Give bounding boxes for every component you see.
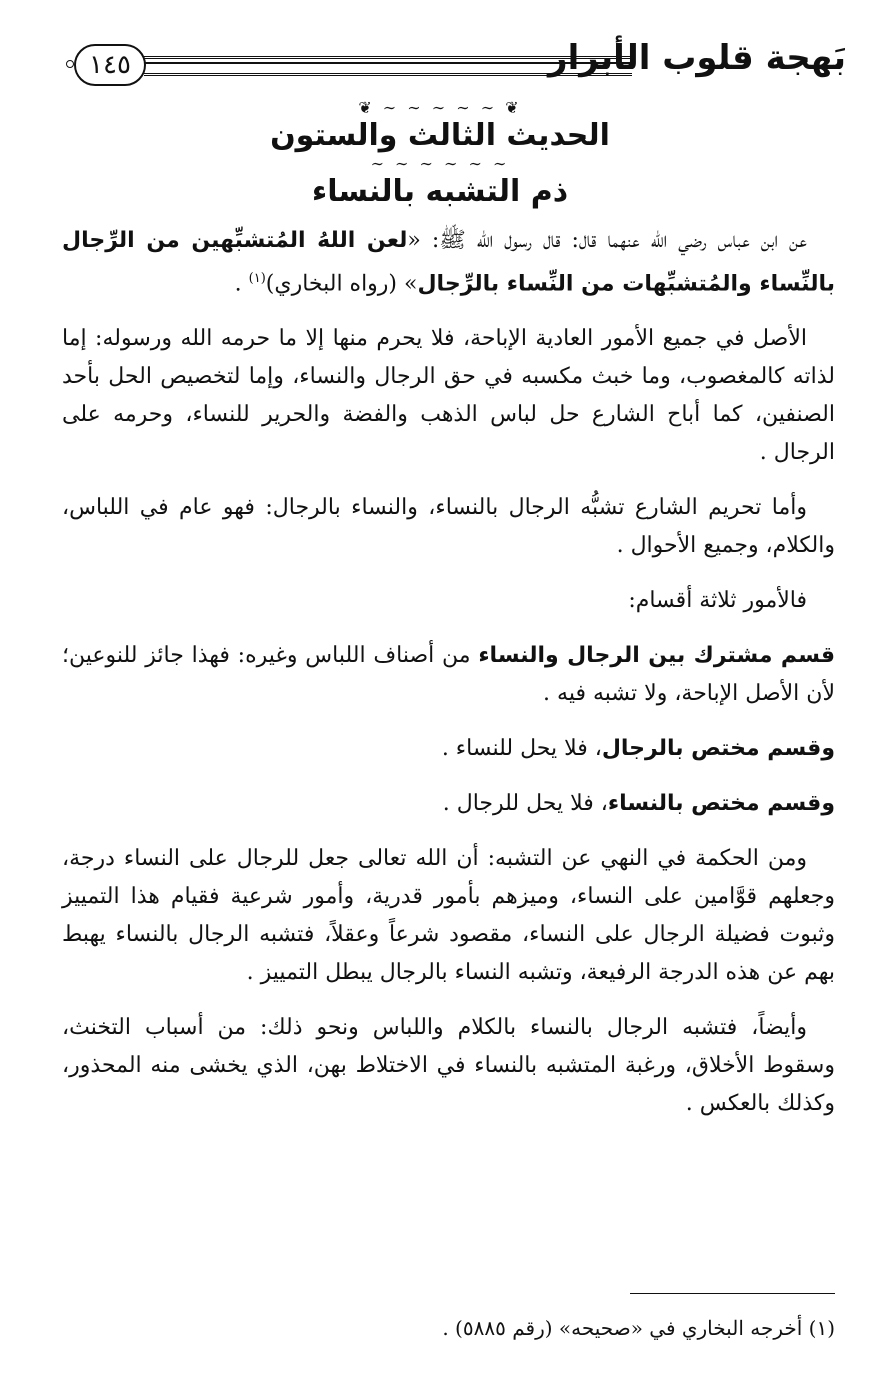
hadith-quote: لعن اللهُ المُتشبِّهين من الرِّجال بالنِّساء والمُتشبِّهات من النِّساء بالرِّجال bbox=[62, 228, 835, 297]
paragraph-2: وأما تحريم الشارع تشبُّه الرجال بالنساء، والنساء بالرجال: فهو عام في اللباس، والكلام، وجميع الأحوال . bbox=[62, 495, 835, 559]
hadith-source: » (رواه البخاري) bbox=[265, 271, 418, 297]
paragraph-6 bbox=[62, 785, 835, 823]
chapter-title: الحديث الثالث والستون bbox=[270, 118, 610, 153]
page-header bbox=[66, 38, 846, 102]
page-number: ١٤٥ bbox=[74, 44, 146, 86]
paragraph-4 bbox=[62, 637, 835, 713]
category-women: وقسم مختص بالنساء bbox=[607, 791, 835, 817]
paragraph-5 bbox=[62, 730, 835, 768]
paragraph-1: الأصل في جميع الأمور العادية الإباحة، فلا يحرم منها إلا ما حرمه الله ورسوله: إما لذاته كالمغصوب، وما خبث مكسبه في حق الرجال والنساء، وإما لتخصيص الحل بأحد الصنفين، كما أباح الشارع حل لباس الذهب والفضة والحرير للنساء، وحرمه على الرجال . bbox=[62, 326, 835, 466]
hadith-intro: عن ابن عباس رضي الله عنهما قال: قال رسول الله ﷺ: « bbox=[407, 228, 807, 253]
footnote-marker: (١) bbox=[248, 271, 266, 286]
paragraph-3: فالأمور ثلاثة أقسام: bbox=[628, 588, 807, 614]
paragraph-6-text: ، فلا يحل للرجال . bbox=[442, 791, 608, 817]
footnote-rule bbox=[630, 1293, 835, 1294]
ornament-middle: ∽ ∽ ∽ ∽ ∽ ∽ bbox=[370, 154, 510, 173]
footnote: (١) أخرجه البخاري في «صحيحه» (رقم ٥٨٨٥) . bbox=[442, 1316, 835, 1340]
hadith-paragraph bbox=[62, 222, 835, 303]
category-shared: قسم مشترك بين الرجال والنساء bbox=[478, 643, 835, 669]
hadith-end: . bbox=[234, 271, 249, 297]
chapter-subtitle: ذم التشبه بالنساء bbox=[311, 174, 569, 209]
category-men: وقسم مختص بالرجال bbox=[601, 736, 835, 762]
paragraph-4-text: من أصناف اللباس وغيره: فهذا جائز للنوعين؛ لأن الأصل الإباحة، ولا تشبه فيه . bbox=[62, 643, 835, 707]
paragraph-7: ومن الحكمة في النهي عن التشبه: أن الله تعالى جعل للرجال على النساء درجة، وجعلهم قوَّامين على النساء، وميزهم بأمور قدرية، وأمور شرعية فقيام هذا التمييز وثبوت فضيلة الرجال على النساء، مقصود شرعاً وعقلاً، فتشبه الرجال بالنساء يهبط بهم عن هذه الدرجة الرفيعة، وتشبه النساء بالرجال يبطل التمييز . bbox=[62, 846, 835, 986]
book-title: بَهجة قلوب الأبرار bbox=[548, 38, 846, 78]
ornament-top: ❦ ∽ ∽ ∽ ∽ ∽ ❦ bbox=[358, 98, 522, 117]
main-text bbox=[62, 222, 835, 1140]
paragraph-8: وأيضاً، فتشبه الرجال بالنساء بالكلام واللباس ونحو ذلك: من أسباب التخنث، وسقوط الأخلاق، ورغبة المتشبه بالنساء في الاختلاط بهن، الذي يخشى منه المحذور، وكذلك بالعكس . bbox=[62, 1015, 835, 1117]
paragraph-5-text: ، فلا يحل للنساء . bbox=[441, 736, 602, 762]
chapter-heading bbox=[240, 100, 640, 210]
